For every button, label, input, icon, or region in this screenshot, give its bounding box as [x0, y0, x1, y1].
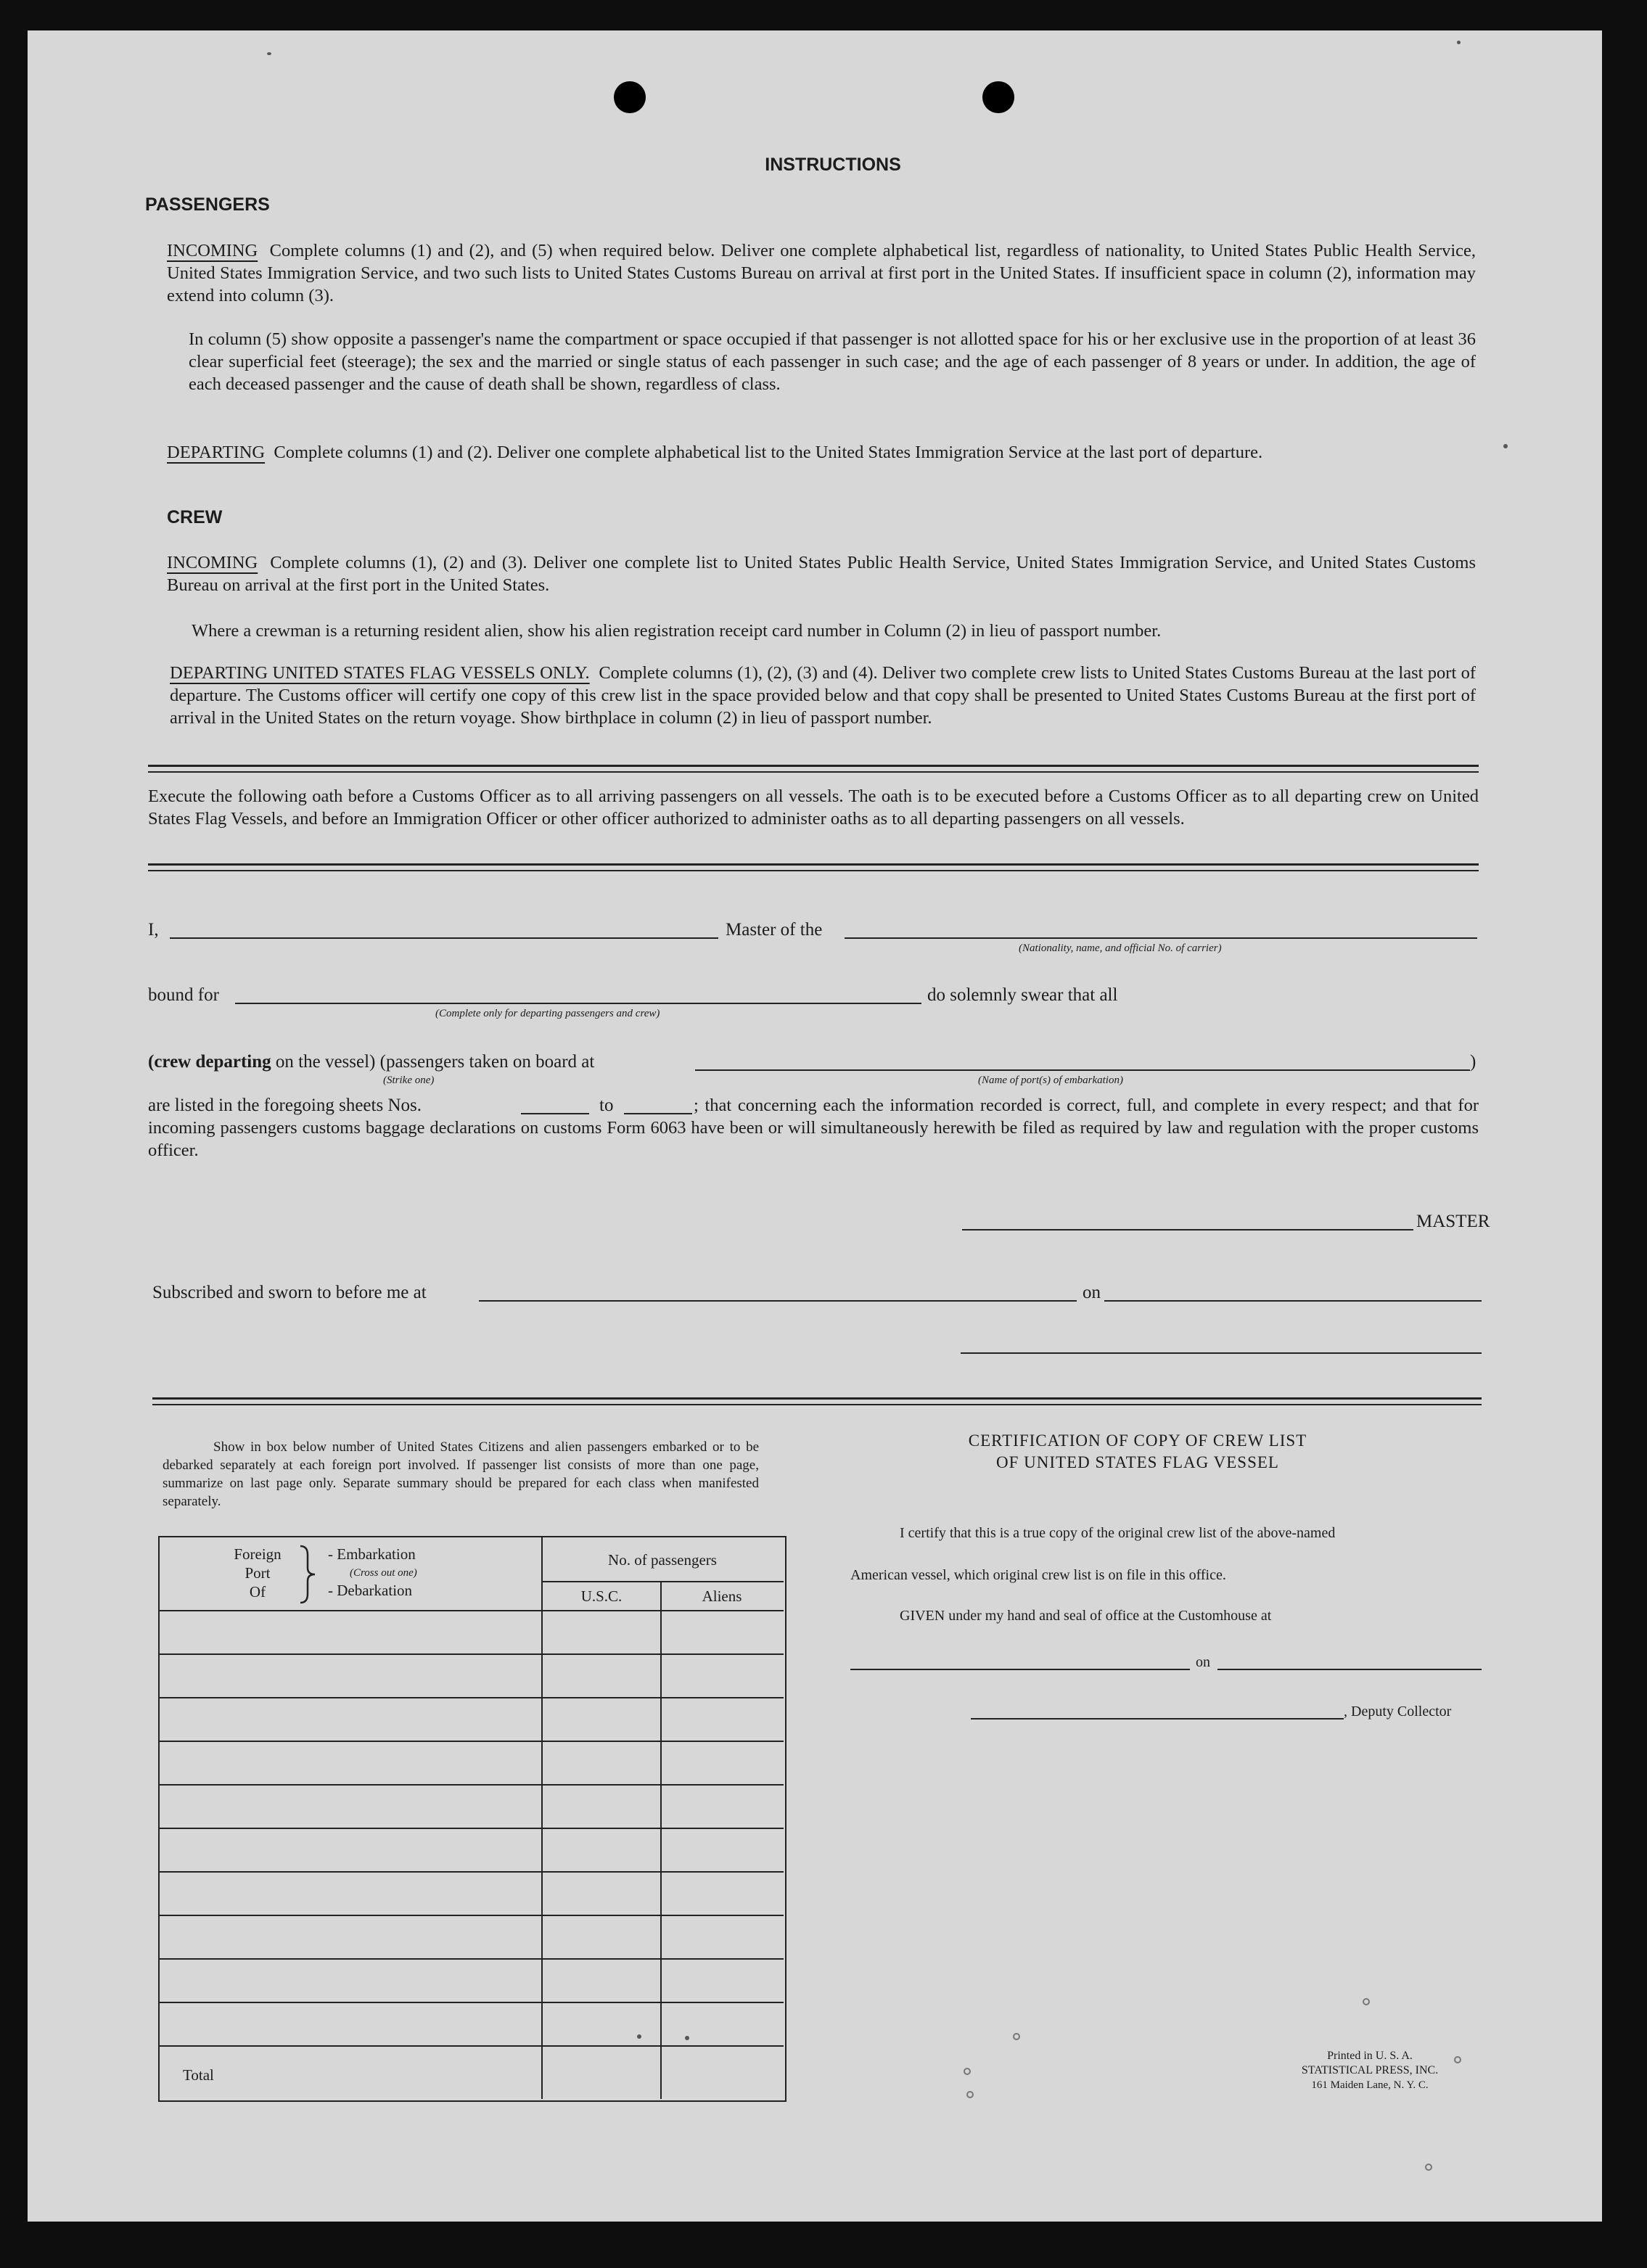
col-foreign-label: Foreign	[234, 1545, 282, 1563]
crew-incoming-label: INCOMING	[167, 553, 258, 572]
embarkation-label: - Embarkation	[328, 1545, 416, 1563]
passengers-column5-text: In column (5) show opposite a passenger's name the compartment or space occupied if that passenger is not allotted space for his or her exclusive use in the proportion of at least 36 clear superficial feet (steerage); the sex and the married or single status of each passenger in such case; and the age of each passenger of 8 years or under. In addition, the age of each deceased passenger and the cause of death shall be shown, regardless of class.	[189, 329, 1476, 394]
form-sheet	[28, 30, 1602, 2222]
certification-date-field[interactable]	[1217, 1669, 1482, 1670]
master-signature-field[interactable]	[962, 1229, 1413, 1230]
strike-one-hint: (Strike one)	[383, 1075, 435, 1086]
crew-heading: CREW	[167, 507, 223, 527]
crew-incoming-text: Complete columns (1), (2) and (3). Deliver one complete list to United States Public Health Service, United States Immigration Service, and United States Customs Bureau on arrival at the first port in the United States.	[167, 553, 1476, 595]
deputy-collector-label: , Deputy Collector	[1344, 1704, 1452, 1720]
oath-note: Execute the following oath before a Customs Officer as to all arriving passengers on all vessels. The oath is to be executed before a Customs Officer as to all departing crew on United States Flag Vessels, and before an Immigration Officer or other officer authorized to administer oaths as to all departing passengers on all vessels.	[148, 786, 1479, 829]
oath-declaration-text: ; that concerning each the information recorded is correct, full, and complete in every respect; and that for incoming passengers customs baggage declarations on customs Form 6063 have been or will simultaneously herewith be filed as required by law and regulation with the proper customs officer.	[148, 1096, 1479, 1160]
passengers-incoming-instruction	[167, 239, 1476, 307]
sheets-to-label: to	[599, 1096, 614, 1115]
carrier-hint: (Nationality, name, and official No. of carrier)	[1019, 942, 1222, 954]
total-label: Total	[183, 2066, 214, 2084]
embarkation-port-field[interactable]	[695, 1069, 1470, 1071]
certify-line-1: I certify that this is a true copy of the original crew list of the above-named	[900, 1525, 1336, 1541]
crew-departing-text: Complete columns (1), (2), (3) and (4). Deliver two complete crew lists to United States Customs Bureau at the last port of departure. The Customs officer will certify one copy of this crew list in the space provided below and that copy shall be presented to United States Customs Bureau at the first port of arrival in the United States on the return voyage. Show birthplace in column (2) in lieu of passport number.	[170, 663, 1476, 728]
table-row	[160, 1958, 784, 1960]
officer-signature-field[interactable]	[961, 1352, 1482, 1354]
bound-for-label: bound for	[148, 985, 219, 1005]
bound-for-hint: (Complete only for departing passengers and crew)	[435, 1008, 660, 1019]
table-row	[160, 1871, 784, 1873]
passengers-departing-text: Complete columns (1) and (2). Deliver one complete alphabetical list to the United States Immigration Service at the last port of departure.	[274, 443, 1263, 462]
aliens-header: Aliens	[702, 1587, 742, 1605]
passengers-departing-label: DEPARTING	[167, 443, 266, 462]
sworn-on-label: on	[1083, 1283, 1101, 1302]
on-vessel-label: on the vessel)	[275, 1052, 376, 1072]
punch-hole-right	[982, 81, 1014, 113]
passengers-departing-instruction	[167, 441, 1476, 464]
oath-i-label: I,	[148, 920, 159, 940]
table-row	[160, 1697, 784, 1698]
table-row	[160, 1784, 784, 1786]
certification-on-label: on	[1196, 1654, 1210, 1670]
oath-declaration	[148, 1094, 1479, 1162]
printer-line-2: STATISTICAL PRESS, INC.	[1301, 2064, 1439, 2076]
no-passengers-header: No. of passengers	[608, 1551, 717, 1569]
table-row	[160, 1828, 784, 1829]
crew-departing-label: DEPARTING UNITED STATES FLAG VESSELS ONLY.	[170, 663, 590, 683]
subscribed-label: Subscribed and sworn to before me at	[152, 1283, 427, 1302]
table-row	[160, 1653, 784, 1655]
section-divider	[152, 1397, 1482, 1405]
bound-for-field[interactable]	[235, 1003, 921, 1004]
punch-hole-left	[614, 81, 646, 113]
passenger-summary-table	[158, 1536, 786, 2102]
crew-passengers-line	[148, 1051, 594, 1073]
carrier-field[interactable]	[845, 937, 1477, 939]
cross-out-hint: (Cross out one)	[350, 1567, 417, 1579]
debarkation-label: - Debarkation	[328, 1582, 413, 1599]
passengers-incoming-label: INCOMING	[167, 241, 258, 260]
col-port-label: Port	[245, 1564, 271, 1582]
crew-resident-text: Where a crewman is a returning resident alien, show his alien registration receipt card number in Column (2) in lieu of passport number.	[192, 621, 1162, 641]
sworn-place-field[interactable]	[479, 1300, 1077, 1302]
table-row	[160, 2002, 784, 2003]
close-paren: )	[1470, 1052, 1476, 1072]
summary-instruction: Show in box below number of United States Citizens and alien passengers embarked or to be debarked separately at each foreign port involved. If passenger list consists of more than one page, summarize on last page only. Separate summary should be prepared for each class when manifested separately.	[163, 1439, 759, 1509]
table-row	[160, 1741, 784, 1742]
given-line: GIVEN under my hand and seal of office at the Customhouse at	[900, 1608, 1272, 1624]
col-of-label: Of	[249, 1583, 266, 1601]
certification-title-1: CERTIFICATION OF COPY OF CREW LIST	[968, 1431, 1307, 1450]
deputy-collector-signature-field[interactable]	[971, 1718, 1344, 1720]
customhouse-field[interactable]	[850, 1669, 1190, 1670]
table-row	[160, 1915, 784, 1916]
master-name-field[interactable]	[170, 937, 718, 939]
crew-resident-instruction	[192, 620, 1476, 642]
table-row	[160, 2045, 784, 2047]
swear-label: do solemnly swear that all	[927, 985, 1118, 1005]
instructions-title: INSTRUCTIONS	[765, 155, 901, 175]
passengers-column5-instruction	[189, 328, 1476, 395]
certification-title-2: OF UNITED STATES FLAG VESSEL	[996, 1453, 1279, 1471]
passengers-incoming-text: Complete columns (1) and (2), and (5) when required below. Deliver one complete alphabetical list, regardless of nationality, to United States Public Health Service, United States Immigration Service, and two such lists to United States Customs Bureau on arrival at first port in the United States. If insufficient space in column (2), information may extend into column (3).	[167, 241, 1476, 305]
embarkation-port-hint: (Name of port(s) of embarkation)	[978, 1075, 1123, 1086]
usc-header: U.S.C.	[580, 1587, 623, 1605]
printer-line-1: Printed in U. S. A.	[1327, 2050, 1413, 2062]
brace-icon	[297, 1545, 319, 1604]
passengers-taken-label: (passengers taken on board at	[379, 1052, 595, 1072]
crew-departing-option: (crew departing	[148, 1052, 271, 1072]
printer-line-3: 161 Maiden Lane, N. Y. C.	[1311, 2079, 1429, 2091]
section-divider	[148, 765, 1479, 773]
master-label: MASTER	[1416, 1212, 1490, 1231]
sheets-line-start: are listed in the foregoing sheets Nos.	[148, 1096, 422, 1115]
crew-incoming-instruction	[167, 551, 1476, 596]
section-divider	[148, 863, 1479, 871]
master-of-the-label: Master of the	[726, 920, 823, 940]
crew-departing-instruction	[170, 662, 1476, 729]
certify-line-2: American vessel, which original crew list is on file in this office.	[850, 1567, 1226, 1583]
passengers-heading: PASSENGERS	[145, 194, 270, 215]
sworn-date-field[interactable]	[1104, 1300, 1482, 1302]
